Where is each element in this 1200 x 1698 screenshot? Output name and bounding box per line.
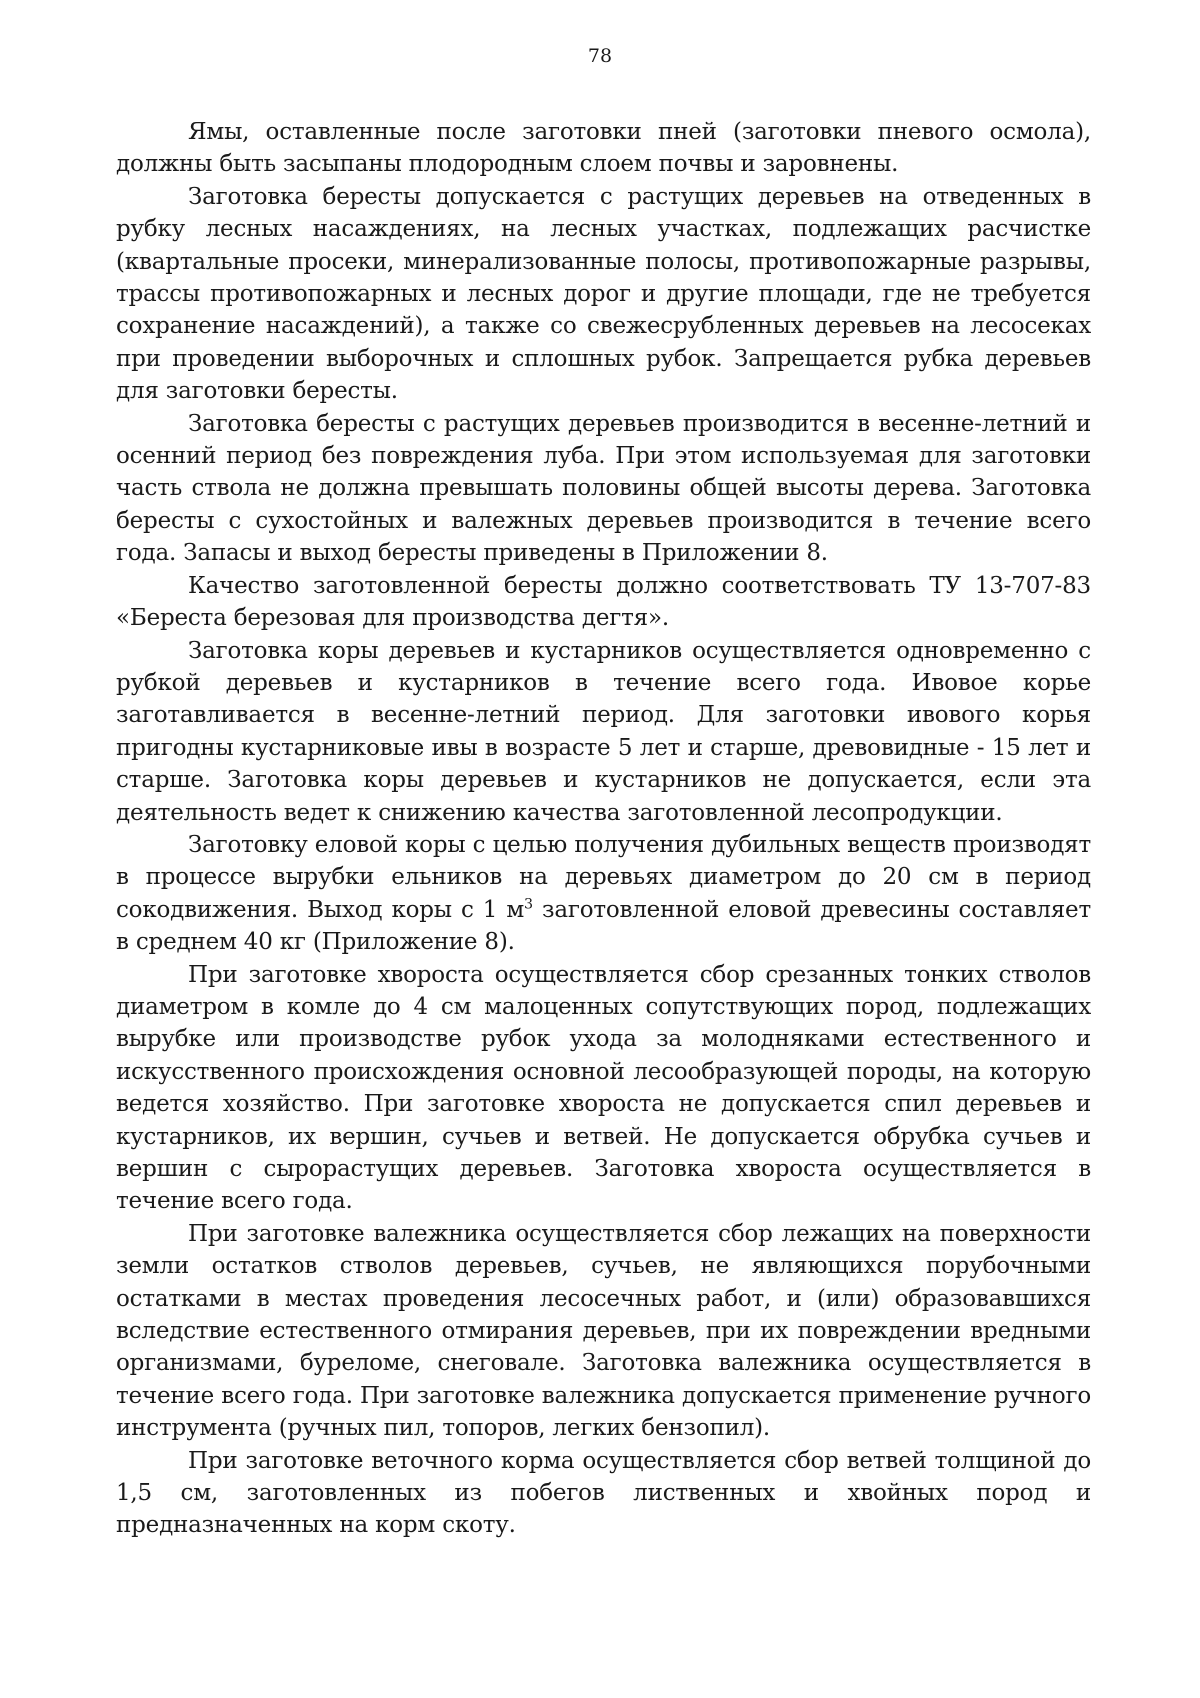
page-number: 78 (587, 45, 613, 67)
paragraph-pit-filling: Ямы, оставленные после заготовки пней (заготовки пневого осмола), должны быть засыпаны плодородным слоем почвы и заровнены. (116, 119, 1091, 178)
body-text (116, 116, 1091, 1542)
spruce-bark-text-after: заготовленной еловой древесины составляет в среднем 40 кг (Приложение 8). (116, 896, 1091, 956)
paragraph-bark-harvesting: Заготовка коры деревьев и кустарников осуществляется одновременно с рубкой деревьев и кустарников в течение всего года. Ивовое корье заготавливается в весенне-летний период. Для заготовки ивового корья пригодны кустарниковые ивы в возрасте 5 лет и старше, древовидные - 15 лет и старше. Заготовка коры деревьев и кустарников не допускается, если эта деятельность ведет к снижению качества заготовленной лесопродукции. (116, 637, 1091, 826)
paragraph-deadwood: При заготовке валежника осуществляется сбор лежащих на поверхности земли остатков стволов деревьев, сучьев, не являющихся порубочными остатками в местах проведения лесосечных работ, и (или) образовавшихся вследствие естественного отмирания деревьев, при их повреждении вредными организмами, буреломе, снеговале. Заготовка валежника осуществляется в течение всего года. При заготовке валежника допускается применение ручного инструмента (ручных пил, топоров, легких бензопил). (116, 1220, 1091, 1442)
paragraph-branch-fodder: При заготовке веточного корма осуществляется сбор ветвей толщиной до 1,5 см, заготовленных из побегов лиственных и хвойных пород и предназначенных на корм скоту. (116, 1447, 1091, 1539)
paragraph-brushwood: При заготовке хвороста осуществляется сбор срезанных тонких стволов диаметром в комле до 4 см малоценных сопутствующих пород, подлежащих вырубке или производстве рубок ухода за молодняками естественного и искусственного происхождения основной лесообразующей породы, на которую ведется хозяйство. При заготовке хвороста не допускается спил деревьев и кустарников, их вершин, сучьев и ветвей. Не допускается обрубка сучьев и вершин с сырорастущих деревьев. Заготовка хвороста осуществляется в течение всего года. (116, 961, 1091, 1215)
paragraph-spruce-bark (116, 829, 1091, 959)
paragraph-birch-bark-permission: Заготовка бересты допускается с растущих деревьев на отведенных в рубку лесных насаждениях, на лесных участках, подлежащих расчистке (квартальные просеки, минерализованные полосы, противопожарные разрывы, трассы противопожарных и лесных дорог и другие площади, где не требуется сохранение насаждений), а также со свежесрубленных деревьев на лесосеках при проведении выборочных и сплошных рубок. Запрещается рубка деревьев для заготовки бересты. (116, 183, 1091, 405)
cubic-superscript: 3 (524, 896, 533, 913)
paragraph-birch-bark-harvest-period: Заготовка бересты с растущих деревьев производится в весенне-летний и осенний период без повреждения луба. При этом используемая для заготовки часть ствола не должна превышать половины общей высоты дерева. Заготовка бересты с сухостойных и валежных деревьев производится в течение всего года. Запасы и выход бересты приведены в Приложении 8. (116, 410, 1091, 567)
paragraph-birch-bark-quality: Качество заготовленной бересты должно соответствовать ТУ 13-707-83 «Береста березовая для производства дегтя». (116, 572, 1091, 632)
spruce-bark-text-before: Заготовку еловой коры с целью получения дубильных веществ производят в процессе вырубки ельников на деревьях диаметром до 20 см в период сокодвижения. Выход коры с 1 м (116, 831, 1091, 923)
